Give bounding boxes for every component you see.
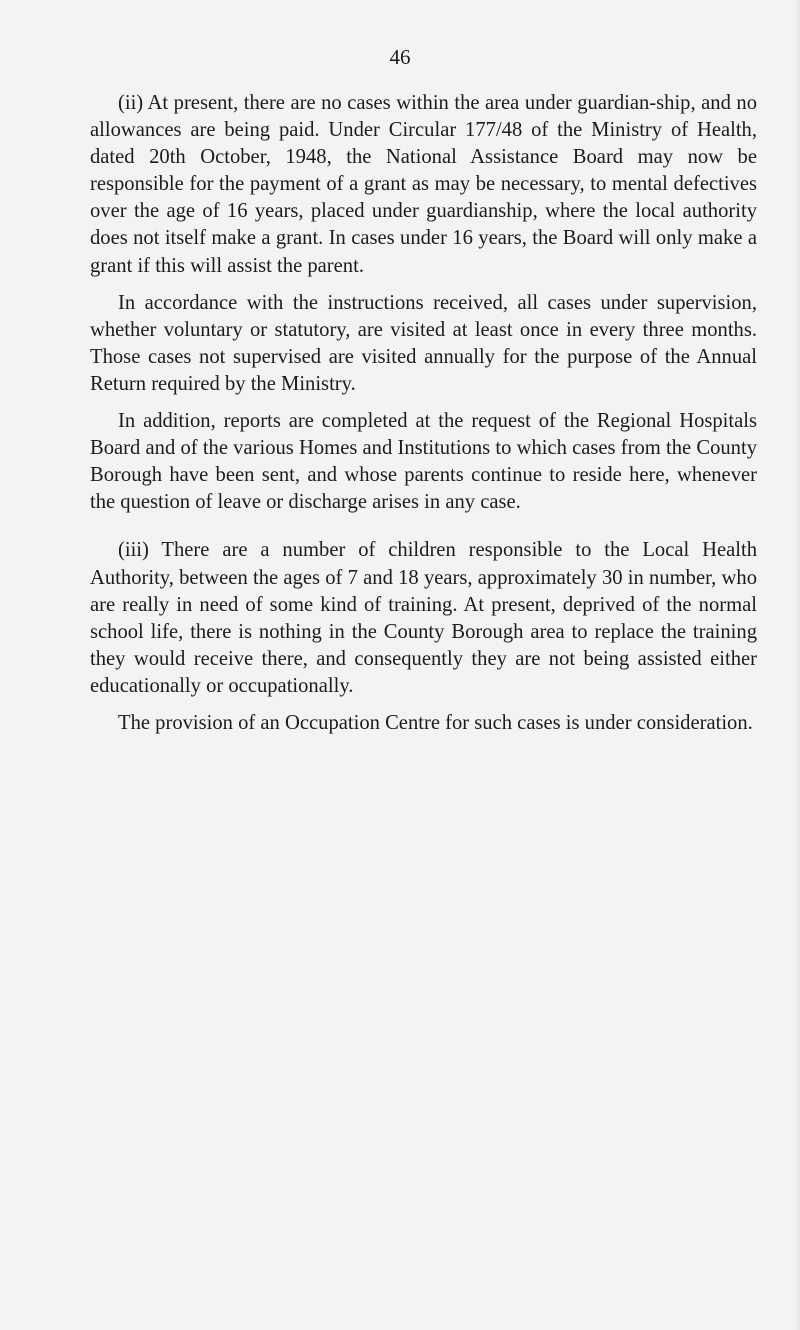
body-text — [90, 90, 757, 737]
paragraph-supervision: In accordance with the instructions received, all cases under supervision, whether voluntary or statutory, are visited at least once in every three months. Those cases not supervised are visited annually for the purpose of the Annual Return required by the Ministry. — [90, 291, 757, 395]
paragraph-guardianship: (ii) At present, there are no cases within the area under guardian-ship, and no allowances are being paid. Under Circular 177/48 of the Ministry of Health, dated 20th October, 1948, the National Assistance Board may now be responsible for the payment of a grant as may be necessary, to mental defectives over the age of 16 years, placed under guardianship, where the local authority does not itself make a grant. In cases under 16 years, the Board will only make a grant if this will assist the parent. — [90, 92, 757, 277]
page-number: 46 — [389, 45, 411, 69]
paragraph-reports: In addition, reports are completed at the request of the Regional Hospitals Board and of the various Homes and Institutions to which cases from the County Borough have been sent, and whose parents continue to reside here, whenever the question of leave or discharge arises in any case. — [90, 410, 757, 514]
paragraph-children-training: (iii) There are a number of children responsible to the Local Health Authority, between the ages of 7 and 18 years, approximately 30 in number, who are really in need of some kind of training. At present, deprived of the normal school life, there is nothing in the County Borough area to replace the training they would receive there, and consequently they are not being assisted either educationally or occupationally. — [90, 539, 757, 697]
page-edge-shadow — [794, 0, 800, 1330]
paragraph-occupation-centre: The provision of an Occupation Centre for such cases is under consideration. — [118, 711, 753, 734]
